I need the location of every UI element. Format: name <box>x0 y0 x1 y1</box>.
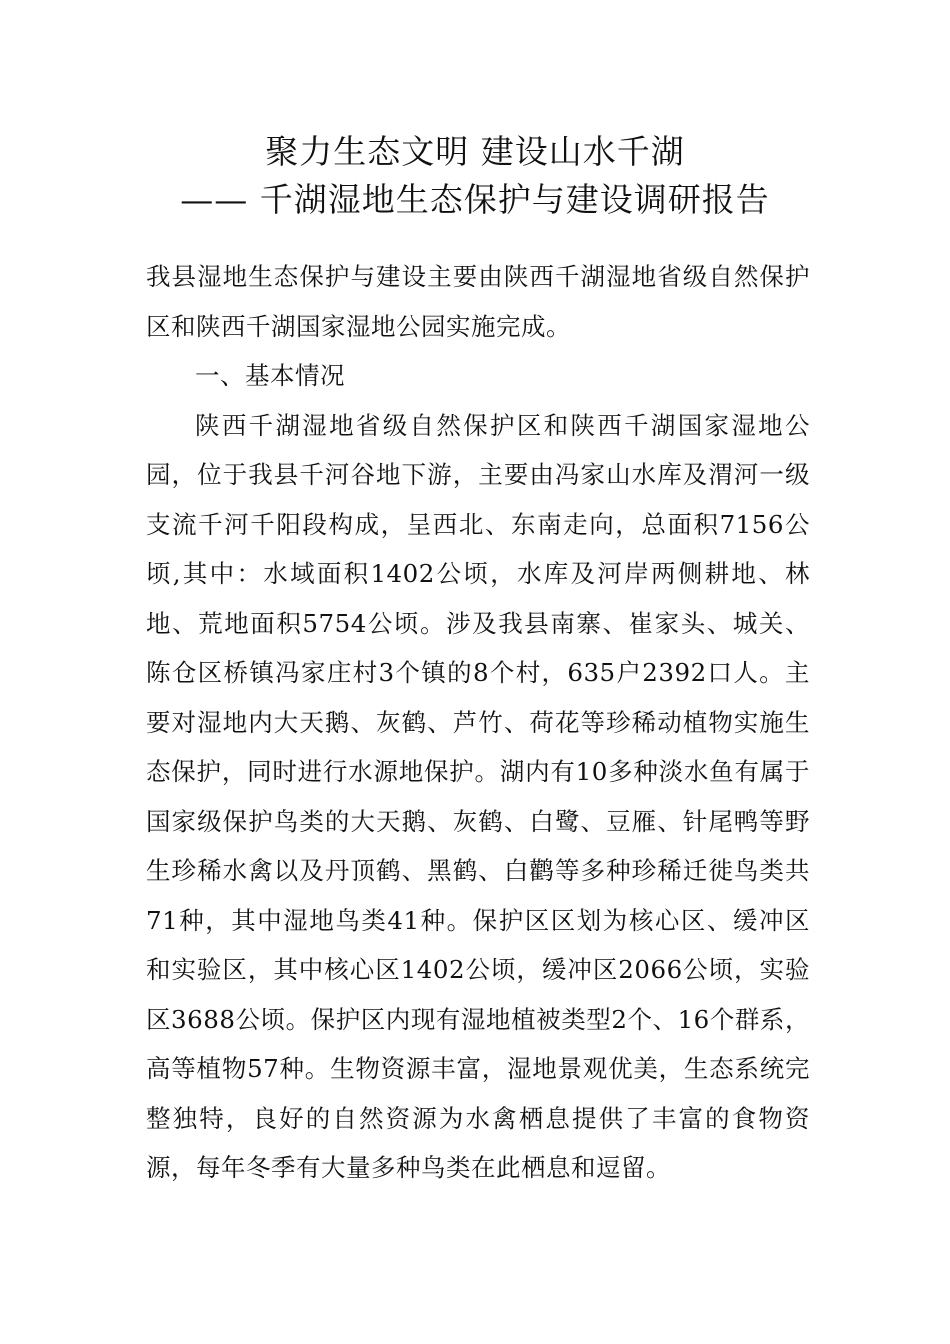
document-body <box>146 252 810 1193</box>
document-title: 聚力生态文明 建设山水千湖 <box>265 132 685 171</box>
intro-paragraph: 我县湿地生态保护与建设主要由陕西千湖湿地省级自然保护区和陕西千湖国家湿地公园实施完成。 <box>146 262 810 341</box>
document-subtitle: —— 千湖湿地生态保护与建设调研报告 <box>180 180 770 219</box>
section-heading: 一、基本情况 <box>195 361 345 390</box>
body-paragraph: 陕西千湖湿地省级自然保护区和陕西千湖国家湿地公园，位于我县千河谷地下游，主要由冯家山水库及渭河一级支流千河千阳段构成，呈西北、东南走向，总面积7156公顷,其中：水域面积1402公顷，水库及河岸两侧耕地、林地、荒地面积5754公顷。涉及我县南寨、崔家头、城关、陈仓区桥镇冯家庄村3个镇的8个村，635户2392口人。主要对湿地内大天鹅、灰鹤、芦竹、荷花等珍稀动植物实施生态保护，同时进行水源地保护。湖内有10多种淡水鱼有属于国家级保护鸟类的大天鹅、灰鹤、白鹭、豆雁、针尾鸭等野生珍稀水禽以及丹顶鹤、黑鹤、白鹳等多种珍稀迁徙鸟类共71种，其中湿地鸟类41种。保护区区划为核心区、缓冲区和实验区，其中核心区1402公顷，缓冲区2066公顷，实验区3688公顷。保护区内现有湿地植被类型2个、16个群系，高等植物57种。生物资源丰富，湿地景观优美，生态系统完整独特，良好的自然资源为水禽栖息提供了丰富的食物资源，每年冬季有大量多种鸟类在此栖息和逗留。 <box>146 410 810 1182</box>
